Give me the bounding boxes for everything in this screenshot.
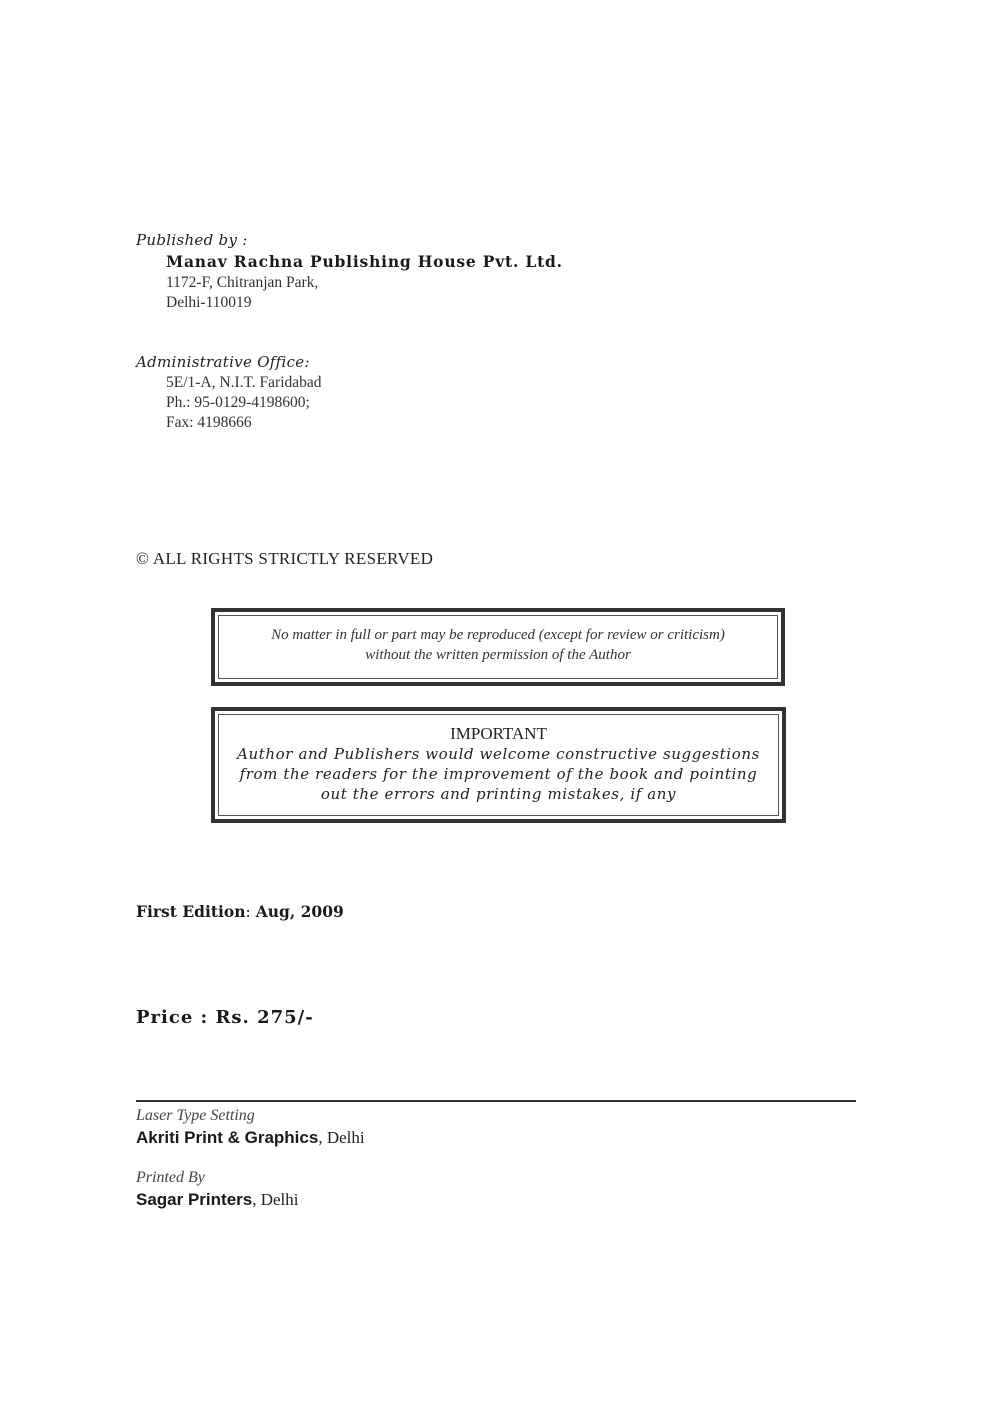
edition-value: Aug, 2009 bbox=[255, 902, 344, 921]
admin-office-line: Ph.: 95-0129-4198600; bbox=[166, 394, 310, 411]
printer-city: , Delhi bbox=[252, 1190, 299, 1209]
typesetting-credit bbox=[136, 1128, 365, 1148]
admin-office-label: Administrative Office: bbox=[136, 353, 310, 371]
notice-line: without the written permission of the Author bbox=[365, 647, 631, 663]
admin-office-line: 5E/1-A, N.I.T. Faridabad bbox=[166, 374, 322, 391]
price-text: Price : Rs. 275/- bbox=[136, 1007, 314, 1028]
divider-rule bbox=[136, 1100, 856, 1102]
published-by-label: Published by : bbox=[136, 231, 248, 249]
important-box bbox=[211, 707, 786, 823]
notice-line: No matter in full or part may be reproduced (except for review or criticism) bbox=[271, 627, 725, 643]
edition-separator: : bbox=[245, 903, 251, 921]
important-line: from the readers for the improvement of the book and pointing bbox=[239, 765, 758, 783]
printer-credit bbox=[136, 1190, 299, 1210]
important-title: IMPORTANT bbox=[450, 724, 547, 743]
typesetter-city: , Delhi bbox=[318, 1128, 365, 1147]
typesetting-label: Laser Type Setting bbox=[136, 1107, 255, 1124]
reproduction-notice-box bbox=[211, 608, 785, 686]
edition-line bbox=[136, 902, 344, 921]
publisher-name: Manav Rachna Publishing House Pvt. Ltd. bbox=[166, 252, 563, 271]
printed-by-label: Printed By bbox=[136, 1169, 205, 1186]
edition-label: First Edition bbox=[136, 902, 246, 921]
important-line: out the errors and printing mistakes, if any bbox=[320, 785, 677, 803]
admin-office-line: Fax: 4198666 bbox=[166, 414, 252, 431]
publisher-address-line: 1172-F, Chitranjan Park, bbox=[166, 274, 319, 291]
typesetter-name: Akriti Print & Graphics bbox=[136, 1128, 319, 1147]
printer-name: Sagar Printers bbox=[136, 1190, 253, 1209]
publisher-address-line: Delhi-110019 bbox=[166, 294, 252, 311]
important-line: Author and Publishers would welcome constructive suggestions bbox=[237, 745, 760, 763]
rights-reserved-text: © ALL RIGHTS STRICTLY RESERVED bbox=[136, 549, 434, 568]
